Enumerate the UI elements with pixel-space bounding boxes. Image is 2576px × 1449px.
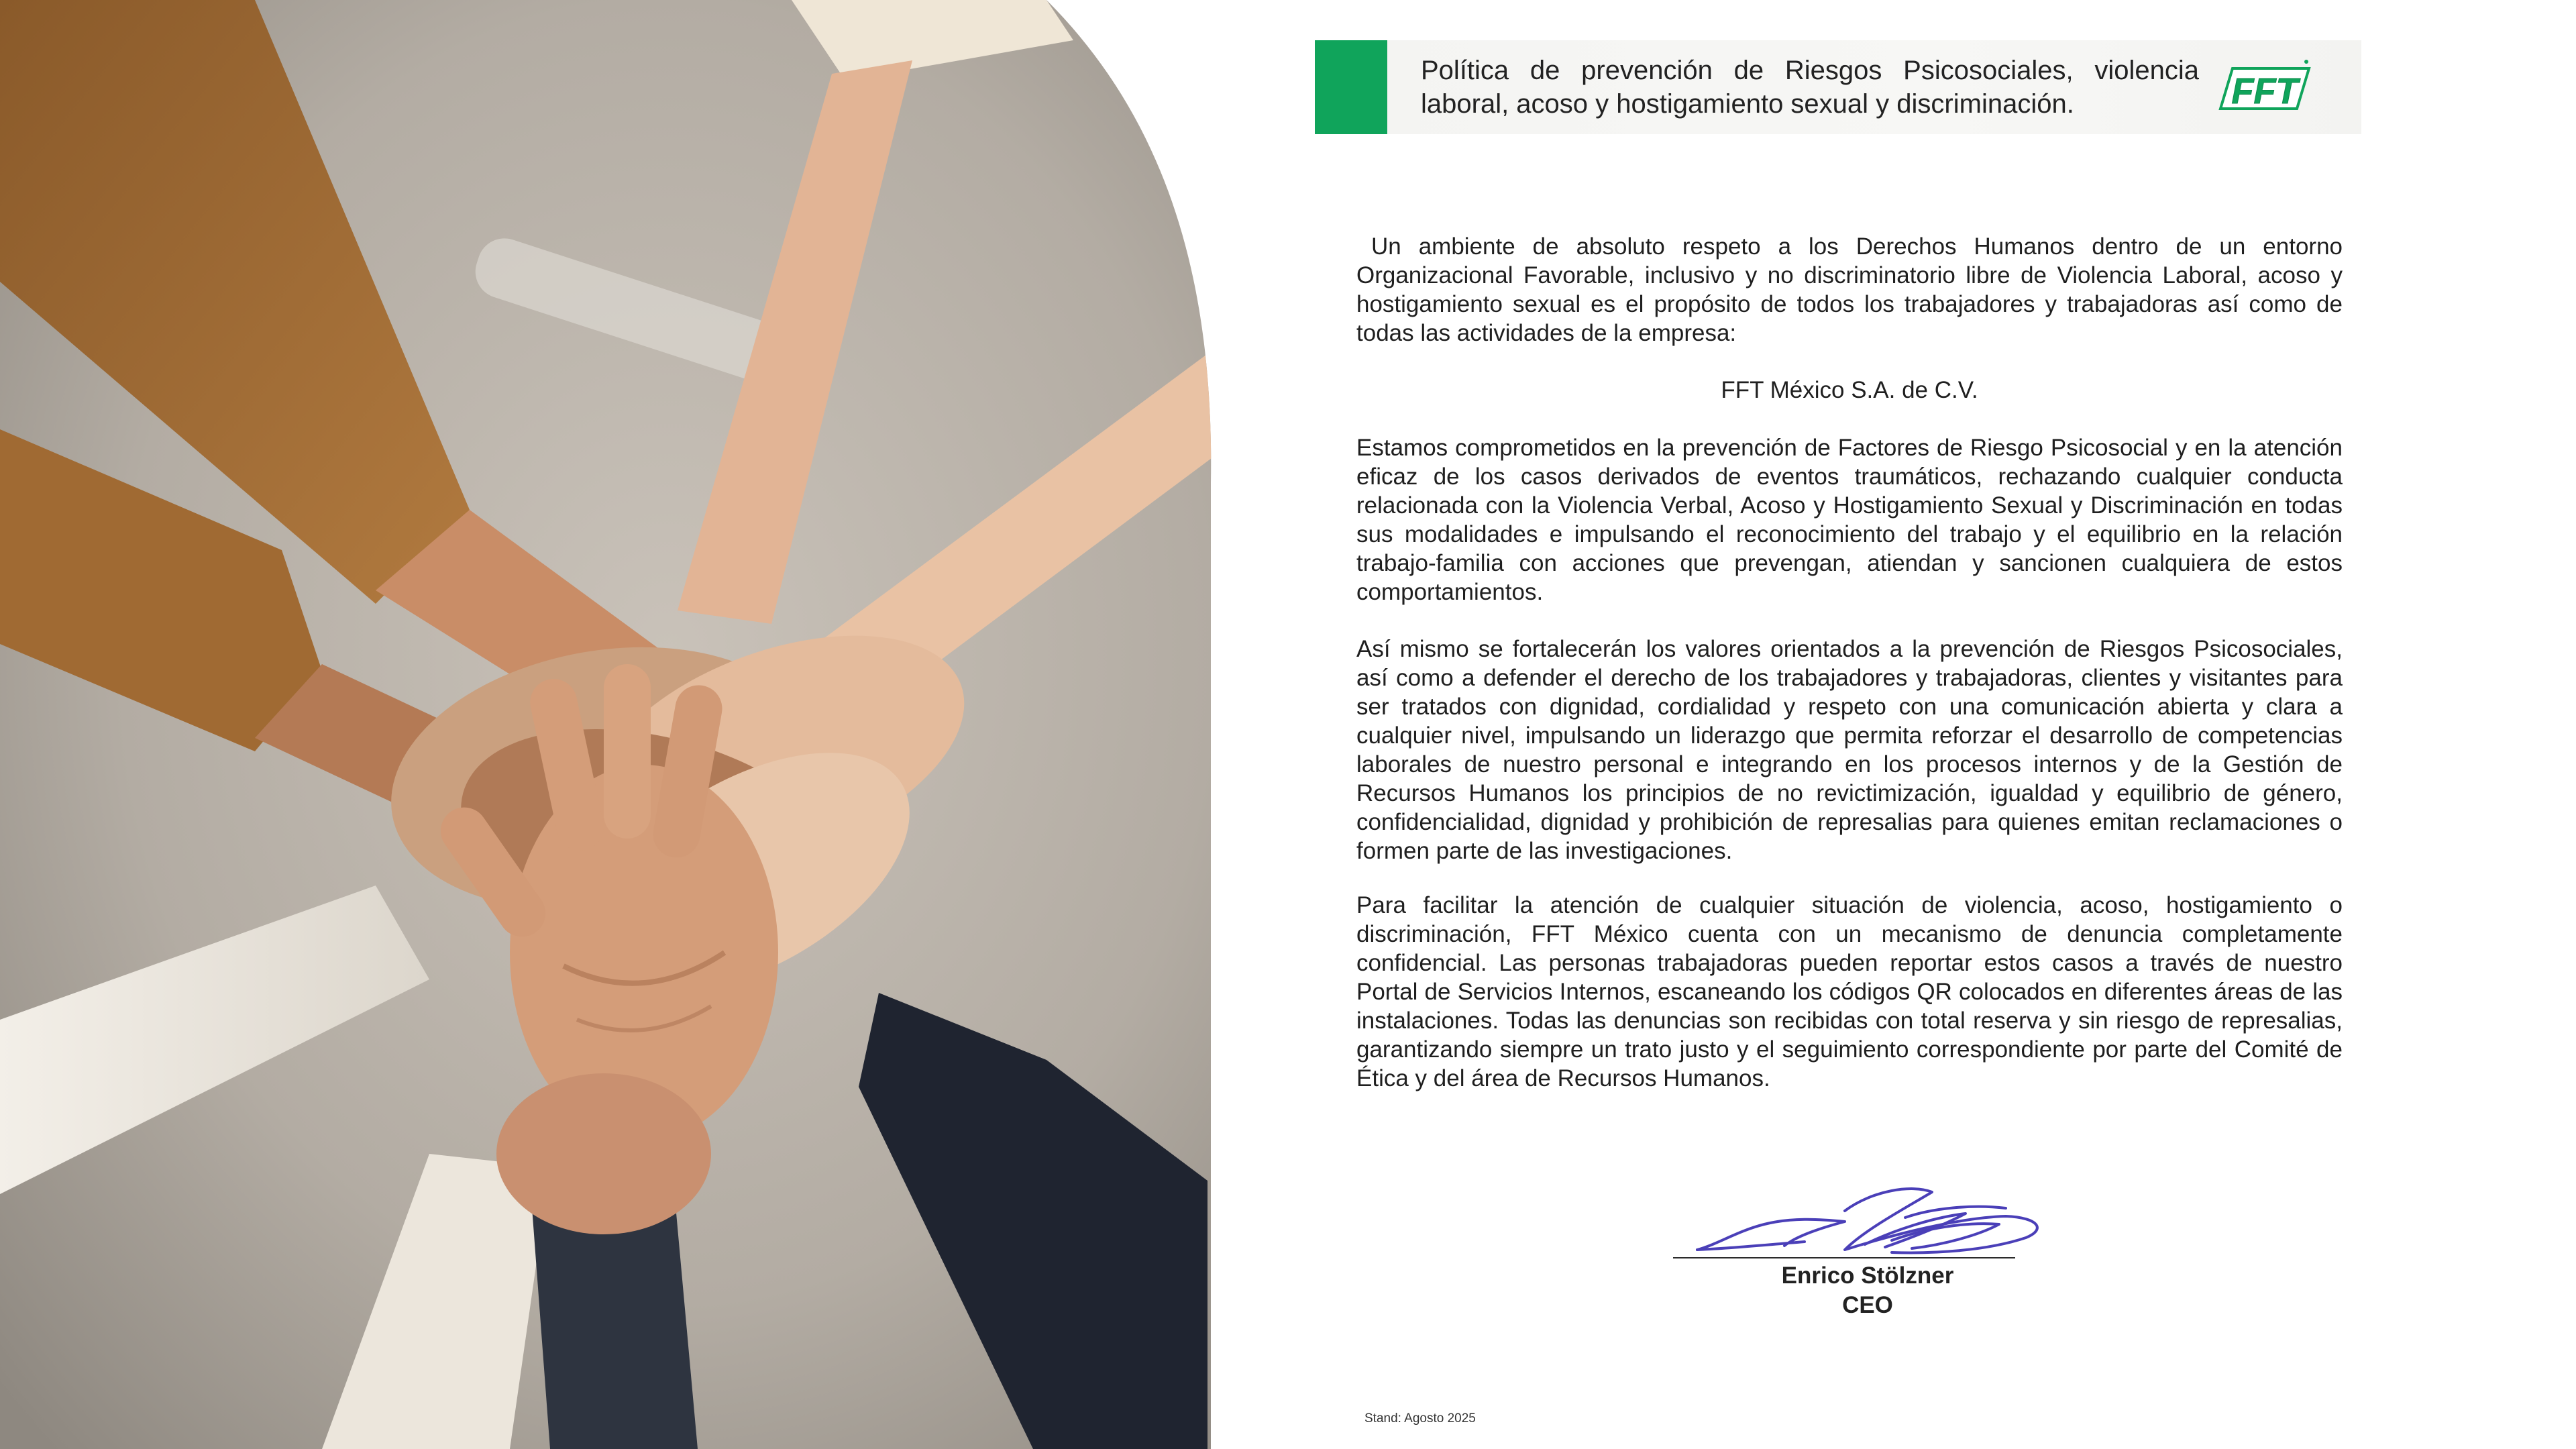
intro-paragraph: Un ambiente de absoluto respeto a los Derechos Humanos dentro de un entorno Organizacional Favorable, inclusivo y no discriminatorio libre de Violencia Laboral, acoso y hostigamiento sexual es el propósito de todos los trabajadores y trabajadoras así como de todas las actividades de la empresa:	[1356, 233, 2343, 346]
svg-text:FFT: FFT	[2231, 71, 2298, 111]
signer-name: Enrico Stölzner	[1781, 1263, 1954, 1289]
signer-role: CEO	[1842, 1292, 1893, 1318]
reporting-paragraph: Para facilitar la atención de cualquier situación de violencia, acoso, hostigamiento o discriminación, FFT México cuenta con un mecanismo de denuncia completamente confidencial. Las personas trabajadoras pueden reportar estos casos a través de nuestro Portal de Servicios Internos, escaneando los códigos QR colocados en diferentes áreas de las instalaciones. Todas las denuncias son recibidas con total reserva y sin riesgo de represalias, garantizando siempre un trato justo y el seguimiento correspondiente por parte del Comité de Ética y del área de Recursos Humanos.	[1356, 892, 2343, 1091]
fft-logo	[2214, 55, 2314, 115]
values-paragraph: Así mismo se fortalecerán los valores orientados a la prevención de Riesgos Psicosociales, así como a defender el derecho de los trabajadores y trabajadoras, clientes y visitantes para ser tratados con dignidad, cordialidad y respeto con una comunicación abierta y clara a cualquier nivel, impulsando un liderazgo que permita reforzar el desarrollo de competencias laborales de nuestro personal e integrando en los procesos internos y de la Gestión de Recursos Humanos los principios de no revictimización, igualdad y equilibrio de género, confidencialidad, dignidad y prohibición de represalias para quienes emitan reclamaciones o formen parte de las investigaciones.	[1356, 636, 2343, 864]
document-date: Stand: Agosto 2025	[1364, 1411, 1476, 1426]
brand-color-block	[1315, 40, 1387, 134]
team-hands-photo	[0, 0, 1214, 1449]
document-title: Política de prevención de Riesgos Psicosociales, violencia laboral, acoso y hostigamiento sexual y discriminación.	[1421, 56, 2199, 119]
company-name: FFT México S.A. de C.V.	[1721, 377, 1978, 403]
signature-line	[1673, 1257, 2015, 1258]
commitment-paragraph: Estamos comprometidos en la prevención de Factores de Riesgo Psicosocial y en la atención eficaz de los casos derivados de eventos traumáticos, rechazando cualquier conducta relacionada con la Violencia Verbal, Acoso y Hostigamiento Sexual y Discriminación en todas sus modalidades e impulsando el reconocimiento del trabajo y el equilibrio en la relación trabajo-familia con acciones que prevengan, atiendan y sancionen cualquiera de estos comportamientos.	[1356, 435, 2343, 605]
handwritten-signature	[1690, 1171, 2046, 1268]
document-header	[1315, 40, 2361, 134]
